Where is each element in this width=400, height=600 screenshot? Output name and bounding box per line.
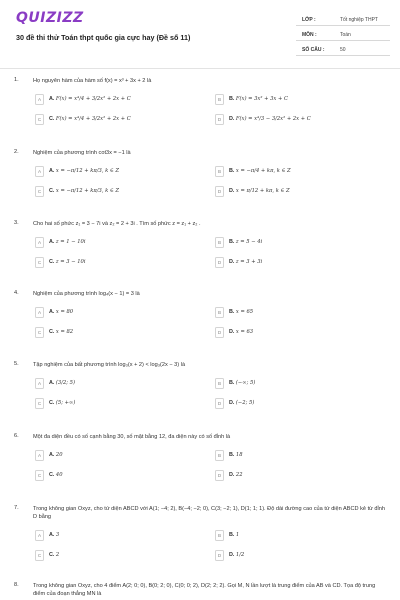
option-text bbox=[229, 309, 253, 315]
option-letter-box[interactable]: C bbox=[35, 550, 44, 561]
option-value: (−2; 5) bbox=[235, 400, 255, 406]
option-label: B. bbox=[229, 452, 235, 458]
answer-option-d[interactable] bbox=[215, 398, 365, 410]
answer-option-d[interactable] bbox=[215, 114, 365, 126]
question-text: Cho hai số phức z₁ = 3 − 7i và z₂ = 2 + 3i . Tìm số phức z = z₁ + z₂ . bbox=[33, 221, 201, 227]
answer-option-b[interactable] bbox=[215, 378, 365, 390]
option-text bbox=[229, 532, 239, 538]
option-label: D. bbox=[229, 472, 235, 478]
option-letter-box[interactable]: D bbox=[215, 114, 224, 125]
option-label: C. bbox=[49, 116, 55, 122]
option-label: D. bbox=[229, 400, 235, 406]
question-number: 6. bbox=[14, 433, 19, 439]
option-text bbox=[49, 309, 73, 315]
option-value: x = 65 bbox=[235, 309, 254, 315]
option-value: F(x) = x⁴/4 + 3/2x² + 2x + C bbox=[55, 116, 131, 122]
option-letter-box[interactable]: B bbox=[215, 94, 224, 105]
option-value: F(x) = 3x² + 3x + C bbox=[235, 96, 288, 102]
answer-option-c[interactable] bbox=[35, 398, 185, 410]
option-letter-box[interactable]: C bbox=[35, 398, 44, 409]
option-text bbox=[49, 380, 75, 386]
meta-value: 50 bbox=[340, 47, 346, 53]
option-letter-box[interactable]: D bbox=[215, 327, 224, 338]
option-value: z = 3 + 3i bbox=[235, 259, 263, 265]
option-letter-box[interactable]: B bbox=[215, 530, 224, 541]
answer-option-a[interactable] bbox=[35, 450, 185, 462]
option-label: A. bbox=[49, 452, 55, 458]
question-number: 7. bbox=[14, 505, 19, 511]
option-letter-box[interactable]: D bbox=[215, 186, 224, 197]
document-title: 30 đề thi thử Toán thpt quốc gia cực hay (Đề số 11) bbox=[16, 33, 191, 42]
option-letter-box[interactable]: C bbox=[35, 470, 44, 481]
answer-option-d[interactable] bbox=[215, 550, 365, 562]
answer-option-b[interactable] bbox=[215, 530, 365, 542]
option-letter-box[interactable]: C bbox=[35, 186, 44, 197]
answer-option-a[interactable] bbox=[35, 237, 185, 249]
answer-option-d[interactable] bbox=[215, 327, 365, 339]
question-text: Trong không gian Oxyz, cho 4 điểm A(2; 0; 0), B(0; 2; 0), C(0; 0; 2), D(2; 2; 2). Gọi M, N lần lượt là trung điểm của AB và CD. Tọa độ trung điểm của đoạn thẳng MN là bbox=[33, 583, 376, 597]
option-text bbox=[229, 96, 288, 102]
option-value: 40 bbox=[55, 472, 63, 478]
option-letter-box[interactable]: A bbox=[35, 450, 44, 461]
option-label: B. bbox=[229, 309, 235, 315]
option-value: x = 63 bbox=[235, 329, 254, 335]
option-label: D. bbox=[229, 259, 235, 265]
answer-option-b[interactable] bbox=[215, 94, 365, 106]
option-letter-box[interactable]: A bbox=[35, 378, 44, 389]
answer-option-d[interactable] bbox=[215, 257, 365, 269]
option-label: B. bbox=[229, 168, 235, 174]
option-label: D. bbox=[229, 329, 235, 335]
option-value: (5; +∞) bbox=[55, 400, 76, 406]
option-value: 3 bbox=[55, 532, 60, 538]
answer-option-a[interactable] bbox=[35, 307, 185, 319]
option-value: 1 bbox=[235, 532, 240, 538]
option-label: B. bbox=[229, 380, 235, 386]
option-text bbox=[229, 259, 262, 265]
question-number: 2. bbox=[14, 149, 19, 155]
answer-option-a[interactable] bbox=[35, 378, 185, 390]
quizizz-logo: QUIZIZZ bbox=[16, 10, 84, 26]
option-label: C. bbox=[49, 259, 55, 265]
option-text bbox=[229, 168, 291, 174]
option-label: C. bbox=[49, 329, 55, 335]
question-text: Họ nguyên hàm của hàm số f(x) = x³ + 3x + 2 là bbox=[33, 78, 152, 84]
meta-label: MÔN : bbox=[302, 32, 317, 38]
option-letter-box[interactable]: A bbox=[35, 166, 44, 177]
option-label: B. bbox=[229, 239, 235, 245]
option-letter-box[interactable]: A bbox=[35, 94, 44, 105]
meta-label: LỚP : bbox=[302, 17, 316, 23]
answer-option-c[interactable] bbox=[35, 550, 185, 562]
meta-grade bbox=[296, 14, 390, 26]
question-text: Nghiệm của phương trình log₄(x − 1) = 3 là bbox=[33, 291, 140, 297]
answer-option-c[interactable] bbox=[35, 186, 185, 198]
answer-option-d[interactable] bbox=[215, 186, 365, 198]
option-value: 20 bbox=[55, 452, 63, 458]
option-label: A. bbox=[49, 239, 55, 245]
meta-label: SỐ CÂU : bbox=[302, 47, 325, 53]
answer-option-c[interactable] bbox=[35, 470, 185, 482]
option-value: x = −π/12 + kπ/3, k ∈ Z bbox=[55, 168, 120, 174]
question-number: 8. bbox=[14, 582, 19, 588]
option-text bbox=[229, 116, 311, 122]
option-label: A. bbox=[49, 96, 55, 102]
option-value: z = 1 − 10i bbox=[55, 239, 86, 245]
answer-option-b[interactable] bbox=[215, 237, 365, 249]
meta-value: Toán bbox=[340, 32, 351, 38]
option-text bbox=[49, 239, 86, 245]
option-letter-box[interactable]: B bbox=[215, 450, 224, 461]
option-value: 2 bbox=[55, 552, 60, 558]
option-text bbox=[229, 239, 262, 245]
option-text bbox=[229, 472, 243, 478]
answer-option-c[interactable] bbox=[35, 114, 185, 126]
option-text bbox=[49, 472, 63, 478]
option-text bbox=[49, 329, 73, 335]
option-letter-box[interactable]: B bbox=[215, 307, 224, 318]
question-text: Nghiệm của phương trình cot3x = −1 là bbox=[33, 150, 131, 156]
question-number: 1. bbox=[14, 77, 19, 83]
option-value: 22 bbox=[235, 472, 243, 478]
option-value: (−∞; 5) bbox=[235, 380, 256, 386]
answer-option-c[interactable] bbox=[35, 327, 185, 339]
option-value: 18 bbox=[235, 452, 243, 458]
answer-option-a[interactable] bbox=[35, 94, 185, 106]
option-text bbox=[49, 532, 59, 538]
option-letter-box[interactable]: A bbox=[35, 307, 44, 318]
option-text bbox=[229, 552, 244, 558]
option-value: z = 5 − 4i bbox=[235, 239, 263, 245]
option-label: C. bbox=[49, 552, 55, 558]
option-label: B. bbox=[229, 532, 235, 538]
option-letter-box[interactable]: B bbox=[215, 166, 224, 177]
option-text bbox=[49, 188, 119, 194]
option-label: A. bbox=[49, 532, 55, 538]
option-text bbox=[229, 188, 290, 194]
option-value: x = 82 bbox=[55, 329, 74, 335]
question-text: Tập nghiệm của bất phương trình log₃(x + 2) < log₃(2x − 3) là bbox=[33, 362, 186, 368]
option-label: C. bbox=[49, 188, 55, 194]
option-text bbox=[229, 452, 243, 458]
option-text bbox=[49, 96, 131, 102]
option-letter-box[interactable]: B bbox=[215, 378, 224, 389]
option-label: A. bbox=[49, 168, 55, 174]
question-number: 3. bbox=[14, 220, 19, 226]
option-label: D. bbox=[229, 116, 235, 122]
meta-value: Tốt nghiệp THPT bbox=[340, 17, 378, 23]
option-text bbox=[49, 116, 131, 122]
option-text bbox=[49, 452, 63, 458]
option-text bbox=[49, 259, 86, 265]
option-letter-box[interactable]: A bbox=[35, 530, 44, 541]
option-letter-box[interactable]: C bbox=[35, 257, 44, 268]
option-value: x = 80 bbox=[55, 309, 74, 315]
option-text bbox=[49, 168, 119, 174]
answer-option-a[interactable] bbox=[35, 530, 185, 542]
option-value: x = −π/4 + kπ, k ∈ Z bbox=[235, 168, 291, 174]
option-text bbox=[49, 552, 59, 558]
question-number: 5. bbox=[14, 361, 19, 367]
answer-option-c[interactable] bbox=[35, 257, 185, 269]
question-text: Trong không gian Oxyz, cho tứ diện ABCD với A(1; −4; 2), B(−4; −2; 0), C(3; −2; 1), D(1; 1; 1). Độ dài đường cao của tứ diện ABCD kẻ từ đỉnh D bằng bbox=[33, 506, 385, 520]
option-label: D. bbox=[229, 188, 235, 194]
header-divider bbox=[0, 68, 400, 69]
option-label: C. bbox=[49, 400, 55, 406]
answer-option-a[interactable] bbox=[35, 166, 185, 178]
answer-option-b[interactable] bbox=[215, 307, 365, 319]
option-text bbox=[49, 400, 75, 406]
option-letter-box[interactable]: D bbox=[215, 257, 224, 268]
meta-question-count bbox=[296, 44, 390, 56]
option-label: A. bbox=[49, 380, 55, 386]
option-label: C. bbox=[49, 472, 55, 478]
worksheet-header bbox=[0, 0, 400, 66]
answer-option-b[interactable] bbox=[215, 450, 365, 462]
option-letter-box[interactable]: D bbox=[215, 398, 224, 409]
option-value: F(x) = x⁴/3 − 3/2x² + 2x + C bbox=[235, 116, 311, 122]
option-value: x = π/12 + kπ, k ∈ Z bbox=[235, 188, 290, 194]
option-text bbox=[229, 400, 254, 406]
option-value: 1/2 bbox=[235, 552, 245, 558]
option-label: D. bbox=[229, 552, 235, 558]
option-letter-box[interactable]: B bbox=[215, 237, 224, 248]
option-value: x = −π/12 + kπ/3, k ∈ Z bbox=[55, 188, 120, 194]
answer-option-b[interactable] bbox=[215, 166, 365, 178]
question-number: 4. bbox=[14, 290, 19, 296]
question-text: Một đa diện đều có số cạnh bằng 30, số mặt bằng 12, đa diện này có số đỉnh là bbox=[33, 434, 231, 440]
meta-subject bbox=[296, 29, 390, 41]
option-letter-box[interactable]: D bbox=[215, 470, 224, 481]
option-label: B. bbox=[229, 96, 235, 102]
option-value: F(x) = x⁴/4 + 3/2x² + 2x + C bbox=[55, 96, 131, 102]
option-letter-box[interactable]: A bbox=[35, 237, 44, 248]
option-letter-box[interactable]: C bbox=[35, 114, 44, 125]
option-value: (3/2; 5) bbox=[55, 380, 75, 386]
option-text bbox=[229, 329, 253, 335]
option-label: A. bbox=[49, 309, 55, 315]
option-text bbox=[229, 380, 255, 386]
answer-option-d[interactable] bbox=[215, 470, 365, 482]
option-letter-box[interactable]: C bbox=[35, 327, 44, 338]
option-value: z = 3 − 10i bbox=[55, 259, 86, 265]
option-letter-box[interactable]: D bbox=[215, 550, 224, 561]
